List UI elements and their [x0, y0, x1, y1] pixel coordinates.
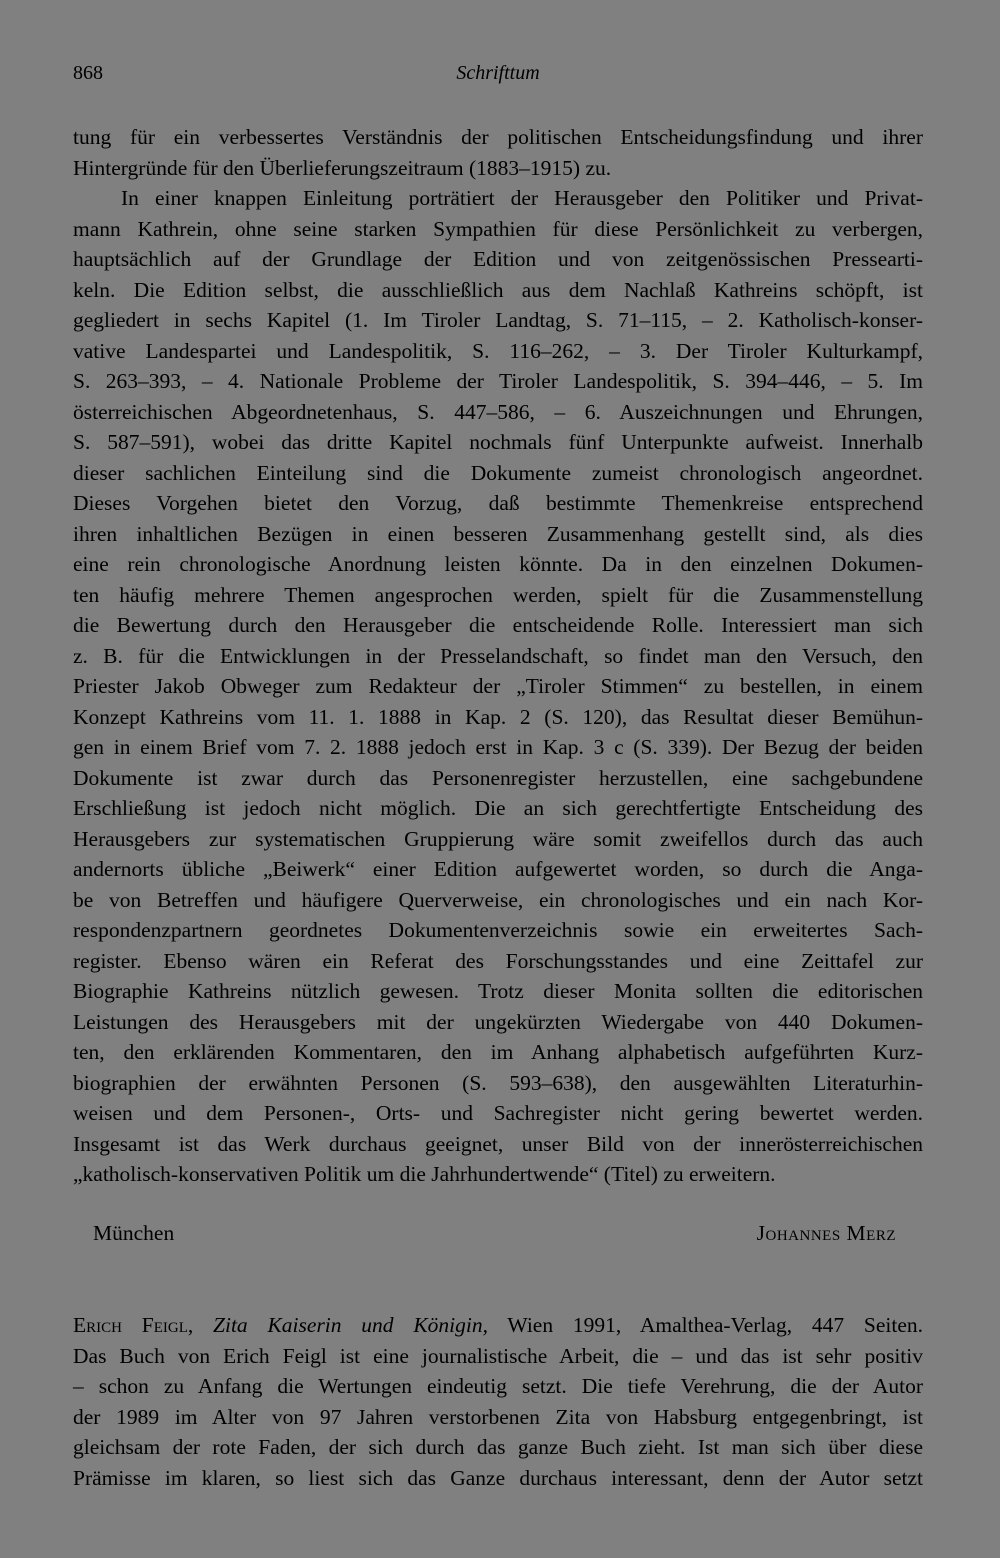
text-line: österreichischen Abgeordnetenhaus, S. 447–586, – 6. Auszeichnungen und Ehrungen,	[73, 399, 923, 424]
text-line: der 1989 im Alter von 97 Jahren verstorbenen Zita von Habsburg entgegenbringt, ist	[73, 1404, 923, 1429]
text-line: Prämisse im klaren, so liest sich das Ganze durchaus interessant, denn der Autor setzt	[73, 1465, 923, 1490]
text-line: S. 587–591), wobei das dritte Kapitel nochmals fünf Unterpunkte aufweist. Innerhalb	[73, 430, 923, 454]
text-line: Dieses Vorgehen bietet den Vorzug, daß bestimmte Themenkreise entsprechend	[73, 491, 923, 515]
book-details: Wien 1991, Amalthea-Verlag, 447 Seiten.	[488, 1313, 923, 1337]
text-line: ten, den erklärenden Kommentaren, den im Anhang alphabetisch aufgeführten Kurz-	[73, 1040, 923, 1064]
text-line: tung für ein verbessertes Verständnis der politischen Entscheidungsfindung und ihrer	[73, 125, 923, 149]
text-line: be von Betreffen und häufigere Querverweise, ein chronologisches und ein nach Kor-	[73, 887, 923, 912]
review-signoff	[73, 1218, 923, 1248]
text-line: „katholisch-konservativen Politik um die Jahrhundertwende“ (Titel) zu erweitern.	[73, 1162, 776, 1186]
page-number: 868	[73, 62, 103, 84]
text-line: Konzept Kathreins vom 11. 1. 1888 in Kap. 2 (S. 120), das Resultat dieser Bemühun-	[73, 704, 923, 729]
text-line: Erschließung ist jedoch nicht möglich. Die an sich gerechtfertigte Entscheidung des	[73, 796, 923, 820]
text-line: eine rein chronologische Anordnung leisten könnte. Da in den einzelnen Dokumen-	[73, 552, 923, 576]
text-line: Leistungen des Herausgebers mit der ungekürzten Wiedergabe von 440 Dokumen-	[73, 1009, 923, 1034]
text-line: dieser sachlichen Einteilung sind die Dokumente zumeist chronologisch angeordnet.	[73, 460, 923, 485]
text-line: Dokumente ist zwar durch das Personenregister herzustellen, eine sachgebundene	[73, 765, 923, 790]
text-line: andernorts übliche „Beiwerk“ einer Edition aufgewertet worden, so durch die Anga-	[73, 857, 923, 881]
book-author: Erich Feigl,	[73, 1313, 194, 1337]
text-line: ten häufig mehrere Themen angesprochen werden, spielt für die Zusammenstellung	[73, 582, 923, 607]
review-author: Johannes Merz	[756, 1221, 896, 1245]
text-line: gen in einem Brief vom 7. 2. 1888 jedoch erst in Kap. 3 c (S. 339). Der Bezug der beiden	[73, 735, 923, 759]
text-line: Biographie Kathreins nützlich gewesen. Trotz dieser Monita sollten die editorischen	[73, 979, 923, 1003]
review-zita-body	[73, 1310, 923, 1493]
text-line: Priester Jakob Obweger zum Redakteur der „Tiroler Stimmen“ zu bestellen, in einem	[73, 674, 923, 698]
text-line: die Bewertung durch den Herausgeber die entscheidende Rolle. Interessiert man sich	[73, 613, 923, 637]
review-heading	[73, 1310, 923, 1341]
text-line: In einer knappen Einleitung porträtiert der Herausgeber den Politiker und Privat-	[121, 186, 923, 210]
text-line: gleichsam der rote Faden, der sich durch das ganze Buch zieht. Ist man sich über diese	[73, 1435, 923, 1459]
text-line: – schon zu Anfang die Wertungen eindeutig setzt. Die tiefe Verehrung, die der Autor	[73, 1374, 923, 1398]
text-line: z. B. für die Entwicklungen in der Presselandschaft, so findet man den Versuch, den	[73, 643, 923, 668]
text-line: vative Landespartei und Landespolitik, S. 116–262, – 3. Der Tiroler Kulturkampf,	[73, 338, 923, 363]
text-line: register. Ebenso wären ein Referat des Forschungsstandes und eine Zeittafel zur	[73, 948, 923, 973]
review-kathrein-body	[73, 122, 923, 1190]
text-line: biographien der erwähnten Personen (S. 593–638), den ausgewählten Literaturhin-	[73, 1070, 923, 1095]
text-line: Herausgebers zur systematischen Gruppierung wäre somit zweifellos durch das auch	[73, 826, 923, 851]
text-line: keln. Die Edition selbst, die ausschließlich aus dem Nachlaß Kathreins schöpft, ist	[73, 277, 923, 302]
text-line: mann Kathrein, ohne seine starken Sympathien für diese Persönlichkeit zu verbergen,	[73, 216, 923, 241]
page-header	[73, 62, 923, 92]
text-line: Hintergründe für den Überlieferungszeitraum (1883–1915) zu.	[73, 155, 612, 180]
running-title: Schrifttum	[456, 62, 540, 84]
text-line: gegliedert in sechs Kapitel (1. Im Tiroler Landtag, S. 71–115, – 2. Katholisch-konser-	[73, 308, 923, 332]
text-line: Das Buch von Erich Feigl ist eine journalistische Arbeit, die – und das ist sehr positiv	[73, 1343, 923, 1368]
text-line: hauptsächlich auf der Grundlage der Edition und von zeitgenössischen Pressearti-	[73, 247, 923, 271]
review-place: München	[93, 1221, 175, 1245]
book-title: Zita Kaiserin und Königin,	[213, 1313, 489, 1337]
text-line: S. 263–393, – 4. Nationale Probleme der Tiroler Landespolitik, S. 394–446, – 5. Im	[73, 369, 923, 393]
text-line: respondenzpartnern geordnetes Dokumentenverzeichnis sowie ein erweitertes Sach-	[73, 918, 923, 942]
text-line: ihren inhaltlichen Bezügen in einen besseren Zusammenhang gestellt sind, als dies	[73, 521, 923, 546]
text-line: Insgesamt ist das Werk durchaus geeignet, unser Bild von der innerösterreichischen	[73, 1131, 923, 1156]
text-line: weisen und dem Personen-, Orts- und Sachregister nicht gering bewertet werden.	[73, 1101, 923, 1125]
